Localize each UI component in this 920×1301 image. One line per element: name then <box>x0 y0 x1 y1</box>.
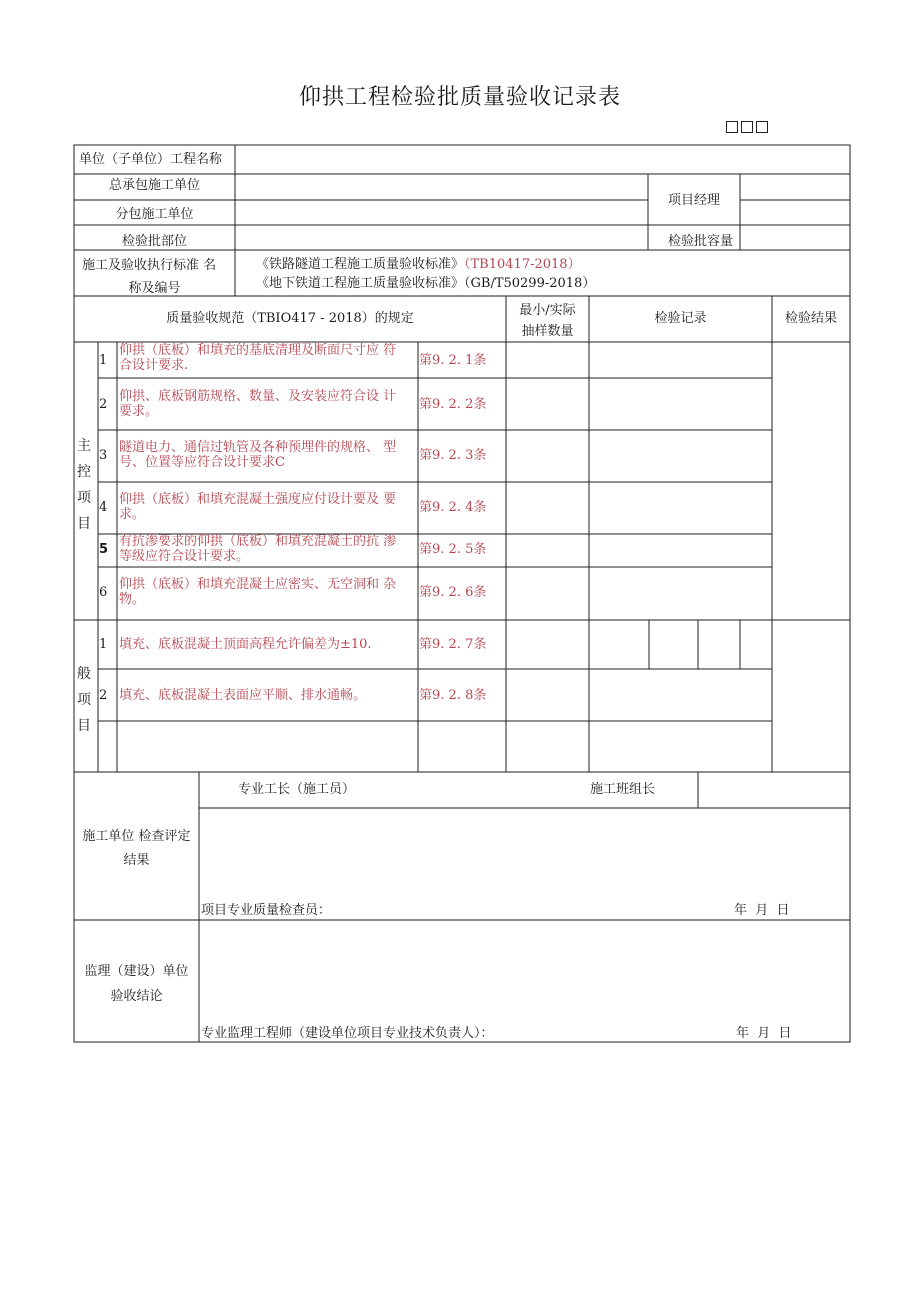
sample-header-line-1: 最小/实际 <box>519 303 576 318</box>
supervision-date: 年 月 日 <box>736 1026 792 1041</box>
project-manager-label: 项目经理 <box>667 193 720 208</box>
subcontractor-label: 分包施工单位 <box>115 207 194 222</box>
item-requirement: 填充、底板混凝土顶面高程允许偏差为±10. <box>119 637 372 652</box>
standard-1-name: 《铁路隧道工程施工质量验收标准》 <box>256 257 465 272</box>
item-number: 2 <box>99 688 108 703</box>
batch-location-label: 检验批部位 <box>121 234 187 249</box>
supervision-label-line-2: 验收结论 <box>110 989 163 1004</box>
team-leader-label: 施工班组长 <box>590 782 656 797</box>
item-requirement-line-2: 求。 <box>119 507 146 522</box>
item-number: 1 <box>99 637 108 652</box>
item-requirement-line-1: 仰拱（底板）和填充混凝土应密实、无空洞和 杂 <box>119 577 397 592</box>
item-clause: 第9. 2. 3条 <box>419 448 487 463</box>
construction-label-line-1: 施工单位 检查评定 <box>82 829 191 844</box>
item-clause: 第9. 2. 6条 <box>419 585 487 600</box>
item-clause: 第9. 2. 5条 <box>419 542 487 557</box>
item-requirement-line-1: 隧道电力、通信过轨管及各种预埋件的规格、 型 <box>119 440 397 455</box>
item-clause: 第9. 2. 7条 <box>419 637 487 652</box>
item-requirement-line-1: 仰拱（底板）和填充的基底清理及断面尺寸应 符 <box>119 343 397 358</box>
item-clause: 第9. 2. 4条 <box>419 500 487 515</box>
standard-1-code: （TB10417-2018） <box>464 257 581 272</box>
item-requirement-line-2: 号、位置等应符合设计要求C <box>119 455 285 470</box>
item-number: 4 <box>99 500 108 515</box>
general-contractor-label: 总承包施工单位 <box>108 178 200 193</box>
item-number: 3 <box>99 448 108 463</box>
item-clause: 第9. 2. 2条 <box>419 397 487 412</box>
construction-date: 年 月 日 <box>734 903 790 918</box>
standard-2: 《地下铁道工程施工质量验收标准》（GB/T50299-2018） <box>256 276 596 291</box>
group-char: 控 <box>77 464 91 480</box>
item-requirement-line-1: 有抗渗要求的仰拱（底板）和填充混凝土的抗 渗 <box>119 534 397 549</box>
group-char: 项 <box>77 490 91 506</box>
group-char: 主 <box>77 438 91 454</box>
item-clause: 第9. 2. 8条 <box>419 688 487 703</box>
item-requirement-line-2: 等级应符合设计要求。 <box>119 549 250 564</box>
standard-1 <box>256 257 581 272</box>
unit-name-label: 单位（子单位）工程名称 <box>79 152 223 167</box>
general-group-label <box>74 661 94 739</box>
group-char: 目 <box>77 718 91 734</box>
item-number: 5 <box>99 542 109 557</box>
group-char: 目 <box>77 516 91 532</box>
result-column-header: 检验结果 <box>784 311 837 326</box>
item-number: 6 <box>99 585 108 600</box>
quality-inspector-label: 项目专业质量检查员： <box>201 903 332 918</box>
sample-header-line-2: 抽样数量 <box>521 324 574 339</box>
main-control-group-label <box>74 433 94 537</box>
record-column-header: 检验记录 <box>654 311 707 326</box>
batch-capacity-label: 检验批容量 <box>668 234 734 249</box>
supervising-engineer-label: 专业监理工程师（建设单位项目专业技术负责人）： <box>201 1026 494 1041</box>
foreman-label: 专业工长（施工员） <box>238 782 356 797</box>
spec-column-header: 质量验收规范（TBIO417 - 2018）的规定 <box>166 311 414 326</box>
standard-label-line-2: 称及编号 <box>128 281 181 296</box>
item-requirement: 填充、底板混凝土表面应平顺、排水通畅。 <box>119 688 367 703</box>
item-number: 1 <box>99 353 108 368</box>
supervision-label-line-1: 监理（建设）单位 <box>84 964 189 979</box>
item-clause: 第9. 2. 1条 <box>419 353 487 368</box>
group-char: 项 <box>77 692 91 708</box>
construction-label-line-2: 结果 <box>123 853 150 868</box>
group-char: 般 <box>77 666 91 682</box>
item-requirement-line-2: 物。 <box>119 592 146 607</box>
item-requirement-line-2: 要求。 <box>119 404 159 419</box>
item-requirement-line-1: 仰拱（底板）和填充混凝土强度应付设计要及 要 <box>119 492 397 507</box>
page-title: 仰拱工程检验批质量验收记录表 <box>298 85 621 110</box>
standard-label-line-1: 施工及验收执行标准 名 <box>82 258 217 273</box>
item-requirement-line-2: 合设计要求. <box>119 358 189 373</box>
item-number: 2 <box>99 397 108 412</box>
item-requirement-line-1: 仰拱、底板钢筋规格、数量、及安装应符合设 计 <box>119 389 397 404</box>
